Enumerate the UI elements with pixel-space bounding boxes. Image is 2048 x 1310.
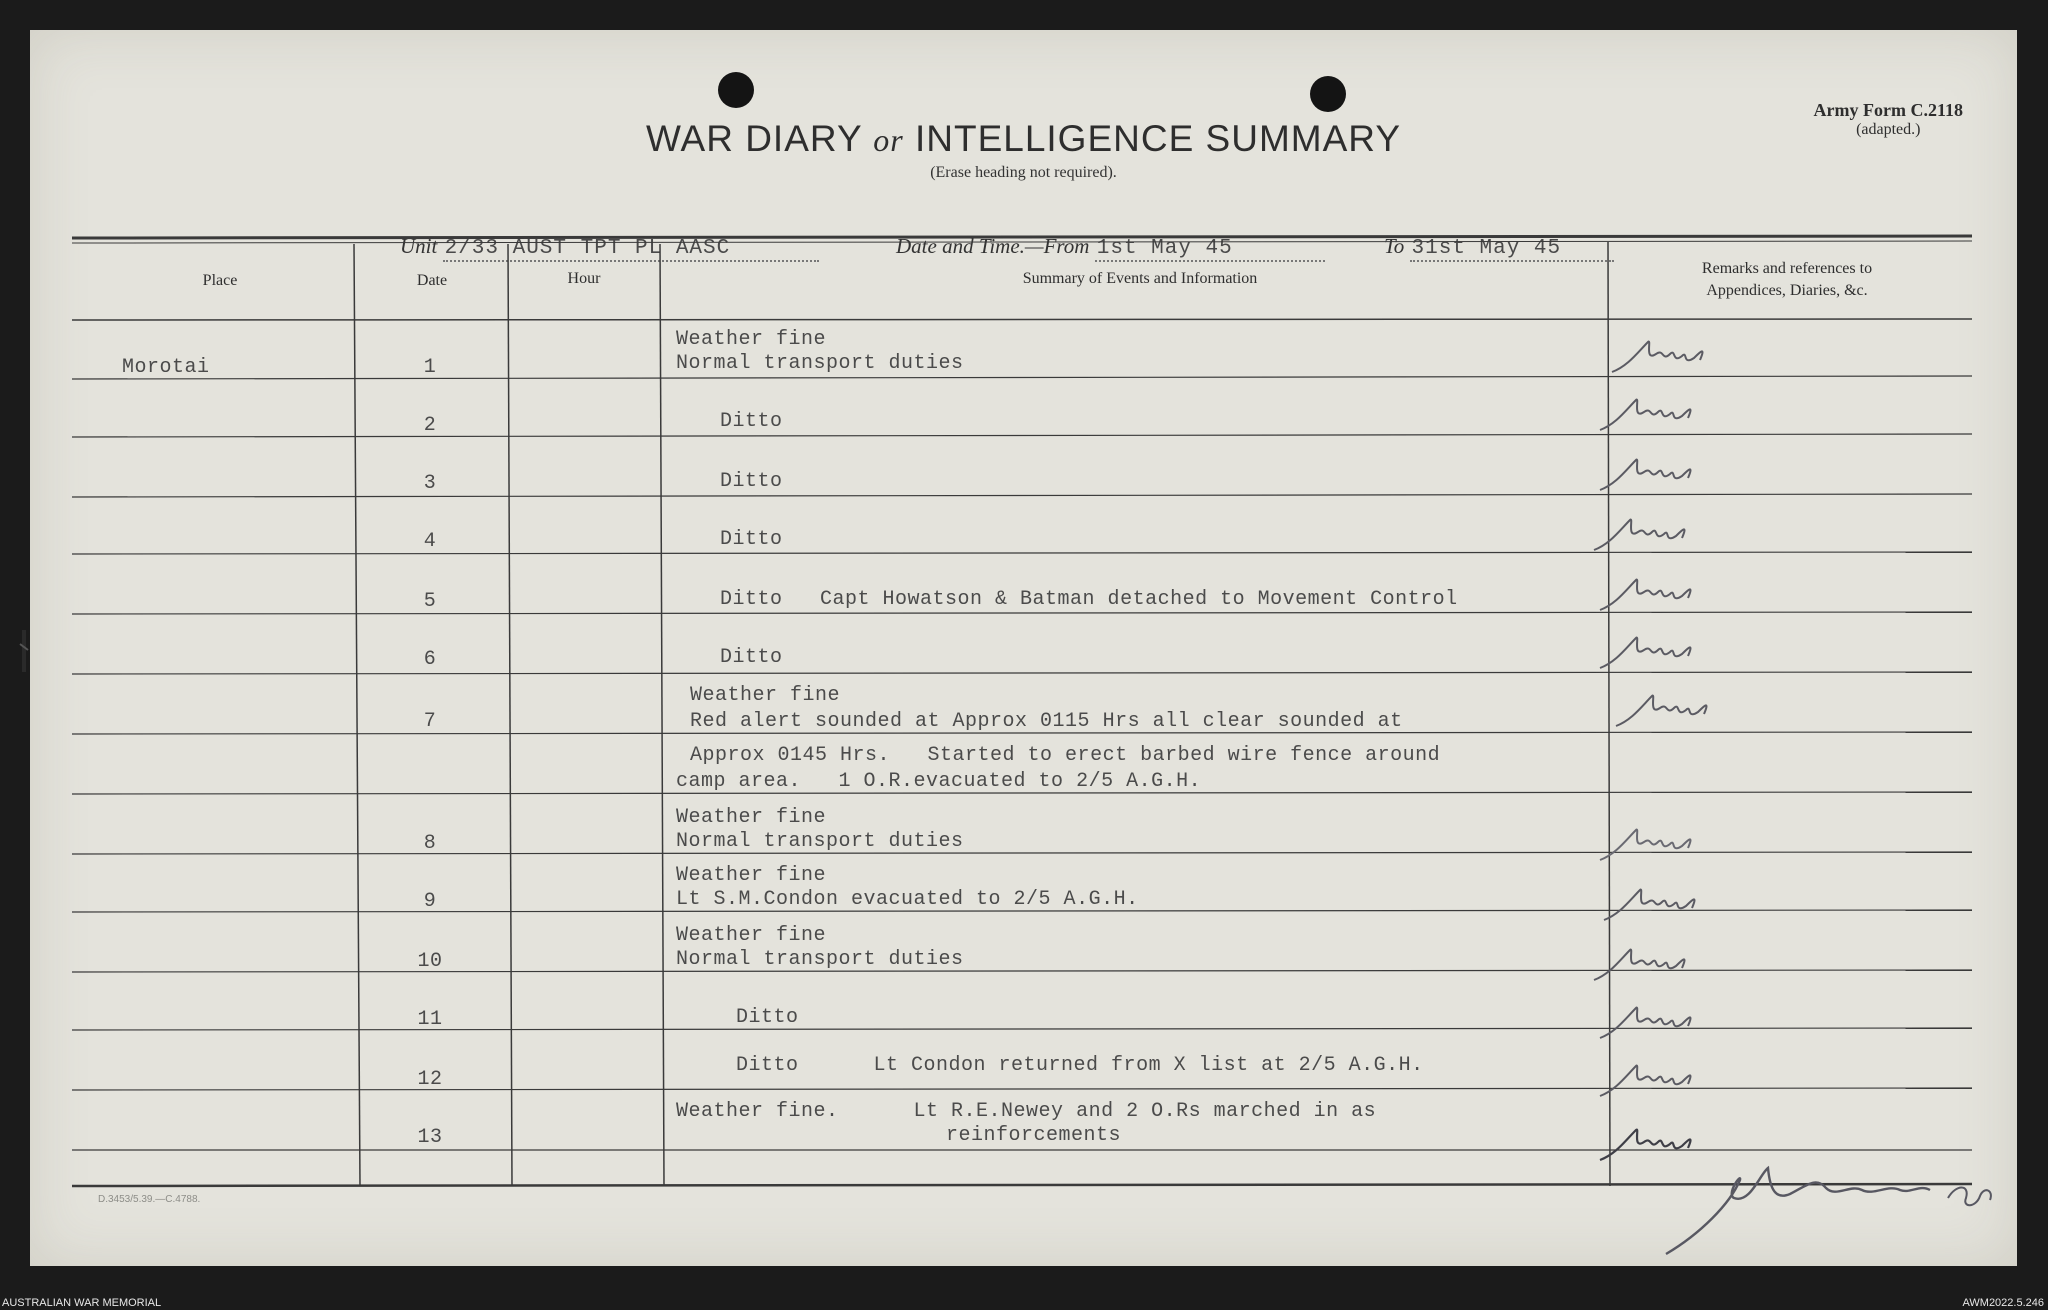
entry-text: Normal transport duties: [676, 948, 964, 971]
column-header-remarks: Remarks and references to Appendices, Diaries, &c.: [1701, 260, 1873, 299]
initials-signature: [1596, 570, 1716, 616]
initials-signature: [1596, 998, 1716, 1044]
column-header-date: Date: [416, 272, 448, 289]
initials-signature: [1596, 820, 1716, 866]
column-header-summary: Summary of Events and Information: [1022, 270, 1258, 287]
initials-signature: [1612, 686, 1732, 732]
page-title: WAR DIARY or INTELLIGENCE SUMMARY: [645, 118, 1401, 159]
place-morotai: Morotai: [122, 356, 210, 379]
entry-text: Ditto: [720, 528, 783, 551]
initials-signature: [1596, 390, 1716, 436]
date-cell: 5: [423, 590, 437, 613]
entry-text: camp area. 1 O.R.evacuated to 2/5 A.G.H.: [676, 770, 1202, 793]
date-from-field: Date and Time.—From 1st May 45: [896, 234, 1325, 262]
entry-text: Weather fine. Lt R.E.Newey and 2 O.Rs marched in as: [676, 1100, 1377, 1123]
entry-text: Red alert sounded at Approx 0115 Hrs all clear sounded at: [690, 710, 1403, 733]
initials-signature: [1608, 332, 1728, 378]
printer-reference: D.3453/5.39.—C.4788.: [98, 1194, 201, 1205]
date-cell: 10: [417, 950, 443, 973]
entry-text: Weather fine: [676, 924, 827, 947]
entry-text: Ditto: [736, 1006, 799, 1029]
entry-text: Ditto: [720, 646, 783, 669]
entry-text: Normal transport duties: [676, 830, 964, 853]
unit-field: Unit 2/33 AUST TPT PL AASC: [400, 234, 819, 262]
initials-signature: [1600, 880, 1720, 926]
initials-signature: [1596, 1056, 1716, 1102]
date-from-value: 1st May 45: [1095, 237, 1325, 262]
initials-signature: [1596, 450, 1716, 496]
initials-signature: [1590, 940, 1710, 986]
date-cell: 2: [423, 414, 437, 437]
paper-clip-mark: [18, 628, 30, 674]
entry-text: Lt S.M.Condon evacuated to 2/5 A.G.H.: [676, 888, 1139, 911]
date-cell: 9: [423, 890, 437, 913]
entry-text: Normal transport duties: [676, 352, 964, 375]
entry-text: Ditto: [720, 470, 783, 493]
entry-text: Ditto Lt Condon returned from X list at 2/5 A.G.H.: [736, 1054, 1424, 1077]
page-subtitle: (Erase heading not required).: [930, 164, 1117, 181]
date-cell: 1: [423, 356, 437, 379]
entry-text: Weather fine: [690, 684, 841, 707]
initials-signature: [1596, 628, 1716, 674]
date-cell: 7: [423, 710, 437, 733]
date-to-field: To 31st May 45: [1384, 234, 1614, 262]
date-cell: 3: [423, 472, 437, 495]
entry-text: Approx 0145 Hrs. Started to erect barbed wire fence around: [690, 744, 1441, 767]
date-cell: 12: [417, 1068, 443, 1091]
entry-text: Ditto Capt Howatson & Batman detached to Movement Control: [720, 588, 1458, 611]
entry-text: Weather fine: [676, 806, 827, 829]
officer-signature: [1630, 1154, 2010, 1264]
table-grid: [30, 30, 2017, 1266]
date-cell: 6: [423, 648, 437, 671]
entry-text: Ditto: [720, 410, 783, 433]
date-cell: 13: [417, 1126, 443, 1149]
archive-caption: AUSTRALIAN WAR MEMORIAL: [2, 1297, 162, 1309]
diary-page: [30, 30, 2017, 1266]
entry-text: Weather fine: [676, 328, 827, 351]
entry-text: reinforcements: [946, 1124, 1122, 1147]
entry-text: Weather fine: [676, 864, 827, 887]
date-cell: 4: [423, 530, 437, 553]
archive-reference: AWM2022.5.246: [1962, 1297, 2044, 1309]
date-cell: 8: [423, 832, 437, 855]
unit-value: 2/33 AUST TPT PL AASC: [443, 237, 819, 262]
column-header-place: Place: [202, 272, 238, 289]
date-cell: 11: [417, 1008, 443, 1031]
column-header-hour: Hour: [567, 270, 601, 287]
form-number: Army Form C.2118 (adapted.): [1813, 100, 1963, 138]
date-to-value: 31st May 45: [1410, 237, 1614, 262]
initials-signature: [1590, 510, 1710, 556]
